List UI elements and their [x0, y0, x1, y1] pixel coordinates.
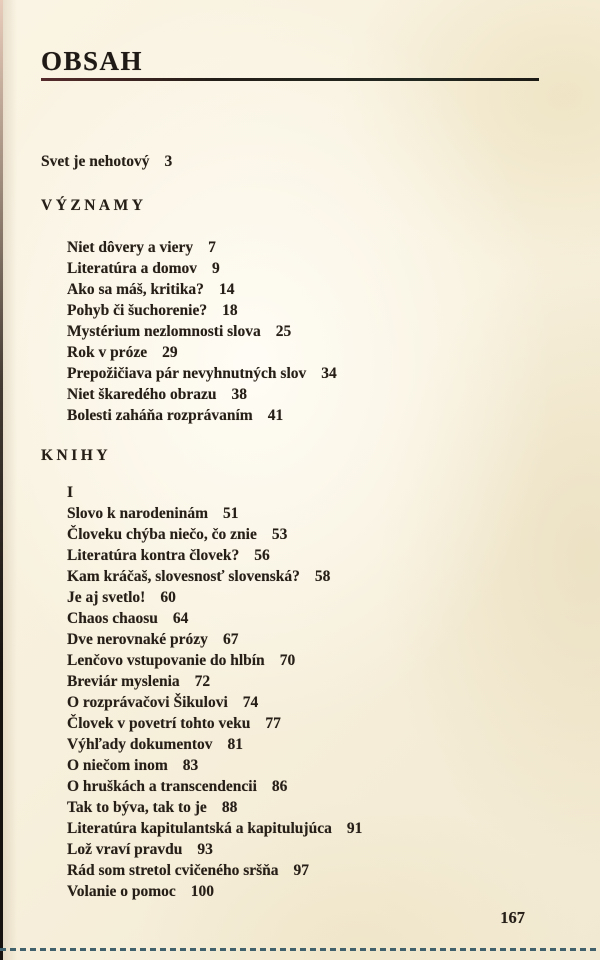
entry-page-number: 100: [190, 883, 215, 900]
toc-entry: [41, 671, 540, 692]
bottom-dashed-edge: [0, 948, 600, 951]
toc-entry: [41, 818, 540, 839]
entry-page-number: 18: [222, 302, 238, 319]
toc-entry: [41, 881, 540, 902]
toc-entry: [41, 279, 540, 300]
entry-label: Chaos chaosu: [67, 610, 158, 627]
entry-page-number: 9: [212, 260, 220, 277]
entry-label: Bolesti zaháňa rozprávaním: [67, 407, 253, 424]
entry-label: Literatúra a domov: [67, 260, 198, 277]
entry-page-number: 77: [265, 715, 281, 732]
entry-page-number: 70: [279, 652, 296, 669]
entry-page-number: 74: [242, 694, 259, 711]
toc-entry-intro: [41, 151, 540, 172]
toc-entry: [41, 545, 540, 566]
entry-page-number: 58: [314, 568, 331, 585]
entry-page-number: 14: [218, 281, 235, 298]
section-knihy: [41, 445, 540, 902]
entry-label: O niečom inom: [67, 757, 168, 774]
toc-entry: [41, 300, 540, 321]
entry-label: Rád som stretol cvičeného sršňa: [67, 862, 279, 879]
entry-page-number: 29: [162, 344, 178, 361]
section-header-vyznamy: VÝZNAMY: [41, 197, 147, 214]
toc-entry: [41, 384, 540, 405]
entry-label: Slovo k narodeninám: [67, 505, 208, 522]
entry-label: Kam kráčaš, slovesnosť slovenská?: [67, 568, 300, 585]
toc-entry: [41, 860, 540, 881]
entry-page-number: 7: [208, 239, 216, 256]
page-title: OBSAH: [41, 46, 144, 76]
entry-label: Lenčovo vstupovanie do hlbín: [67, 652, 265, 669]
entry-page-number: 97: [293, 862, 310, 879]
entry-label: Niet dôvery a viery: [67, 239, 194, 256]
toc-entry: [41, 776, 540, 797]
entry-label: Svet je nehotový: [41, 153, 150, 170]
toc-entry: [41, 237, 540, 258]
toc-entry: [41, 524, 540, 545]
toc-entry: [41, 839, 540, 860]
entry-label: O hruškách a transcendencii: [67, 778, 257, 795]
toc-entry: [41, 405, 540, 426]
entry-page-number: 3: [164, 153, 173, 170]
entry-page-number: 34: [321, 365, 337, 382]
entry-label: Mystérium nezlomnosti slova: [67, 323, 261, 340]
toc-entry: [41, 258, 540, 279]
section-header-knihy: KNIHY: [41, 447, 112, 464]
section-items: [41, 503, 540, 902]
entry-label: Dve nerovnaké prózy: [67, 631, 208, 648]
entry-page-number: 56: [254, 547, 270, 564]
entry-page-number: 67: [222, 631, 239, 648]
entry-page-number: 64: [172, 610, 189, 627]
toc-entry: [41, 734, 540, 755]
entry-label: Človeku chýba niečo, čo znie: [67, 526, 257, 543]
toc-entry: [41, 608, 540, 629]
entry-label: Literatúra kontra človek?: [67, 547, 240, 564]
entry-label: Lož vraví pravdu: [67, 841, 183, 858]
toc-entry: [41, 342, 540, 363]
entry-page-number: 86: [271, 778, 288, 795]
entry-page-number: 81: [227, 736, 244, 753]
entry-label: Výhľady dokumentov: [67, 736, 213, 753]
entry-page-number: 88: [221, 799, 238, 816]
entry-label: Literatúra kapitulantská a kapitulujúca: [67, 820, 332, 837]
entry-label: Breviár myslenia: [67, 673, 180, 690]
entry-label: Pohyb či šuchorenie?: [67, 302, 208, 319]
entry-label: Človek v povetrí tohto veku: [67, 715, 251, 732]
left-edge-shading: [3, 0, 17, 960]
entry-page-number: 25: [275, 323, 292, 340]
entry-label: Prepožičiava pár nevyhnutných slov: [67, 365, 307, 382]
toc-entry: [41, 503, 540, 524]
entry-page-number: 53: [271, 526, 288, 543]
section-items: [41, 237, 540, 426]
toc-entry: [41, 713, 540, 734]
entry-page-number: 83: [182, 757, 199, 774]
entry-label: Rok v próze: [67, 344, 148, 361]
toc-entry: [41, 321, 540, 342]
entry-label: Volanie o pomoc: [67, 883, 176, 900]
entry-label: O rozprávačovi Šikulovi: [67, 694, 228, 711]
entry-page-number: 38: [231, 386, 248, 403]
toc-entry: [41, 755, 540, 776]
entry-page-number: 72: [194, 673, 211, 690]
entry-label: Je aj svetlo!: [67, 589, 146, 606]
page-number: 167: [500, 908, 525, 927]
entry-page-number: 51: [222, 505, 239, 522]
entry-label: Ako sa máš, kritika?: [67, 281, 204, 298]
entry-page-number: 41: [267, 407, 284, 424]
entry-page-number: 91: [346, 820, 363, 837]
toc-entry: [41, 692, 540, 713]
toc-entry: [41, 797, 540, 818]
entry-label: Tak to býva, tak to je: [67, 799, 207, 816]
subsection-marker: I: [67, 484, 74, 501]
section-vyznamy: [41, 195, 540, 426]
toc-entry: [41, 650, 540, 671]
toc-entry: [41, 363, 540, 384]
toc-entry: [41, 587, 540, 608]
left-scan-edge: [0, 0, 3, 960]
entry-page-number: 93: [197, 841, 213, 858]
title-underline: [41, 46, 539, 81]
toc-entry: [41, 566, 540, 587]
toc-entry: [41, 629, 540, 650]
entry-page-number: 60: [160, 589, 176, 606]
entry-label: Niet škaredého obrazu: [67, 386, 217, 403]
